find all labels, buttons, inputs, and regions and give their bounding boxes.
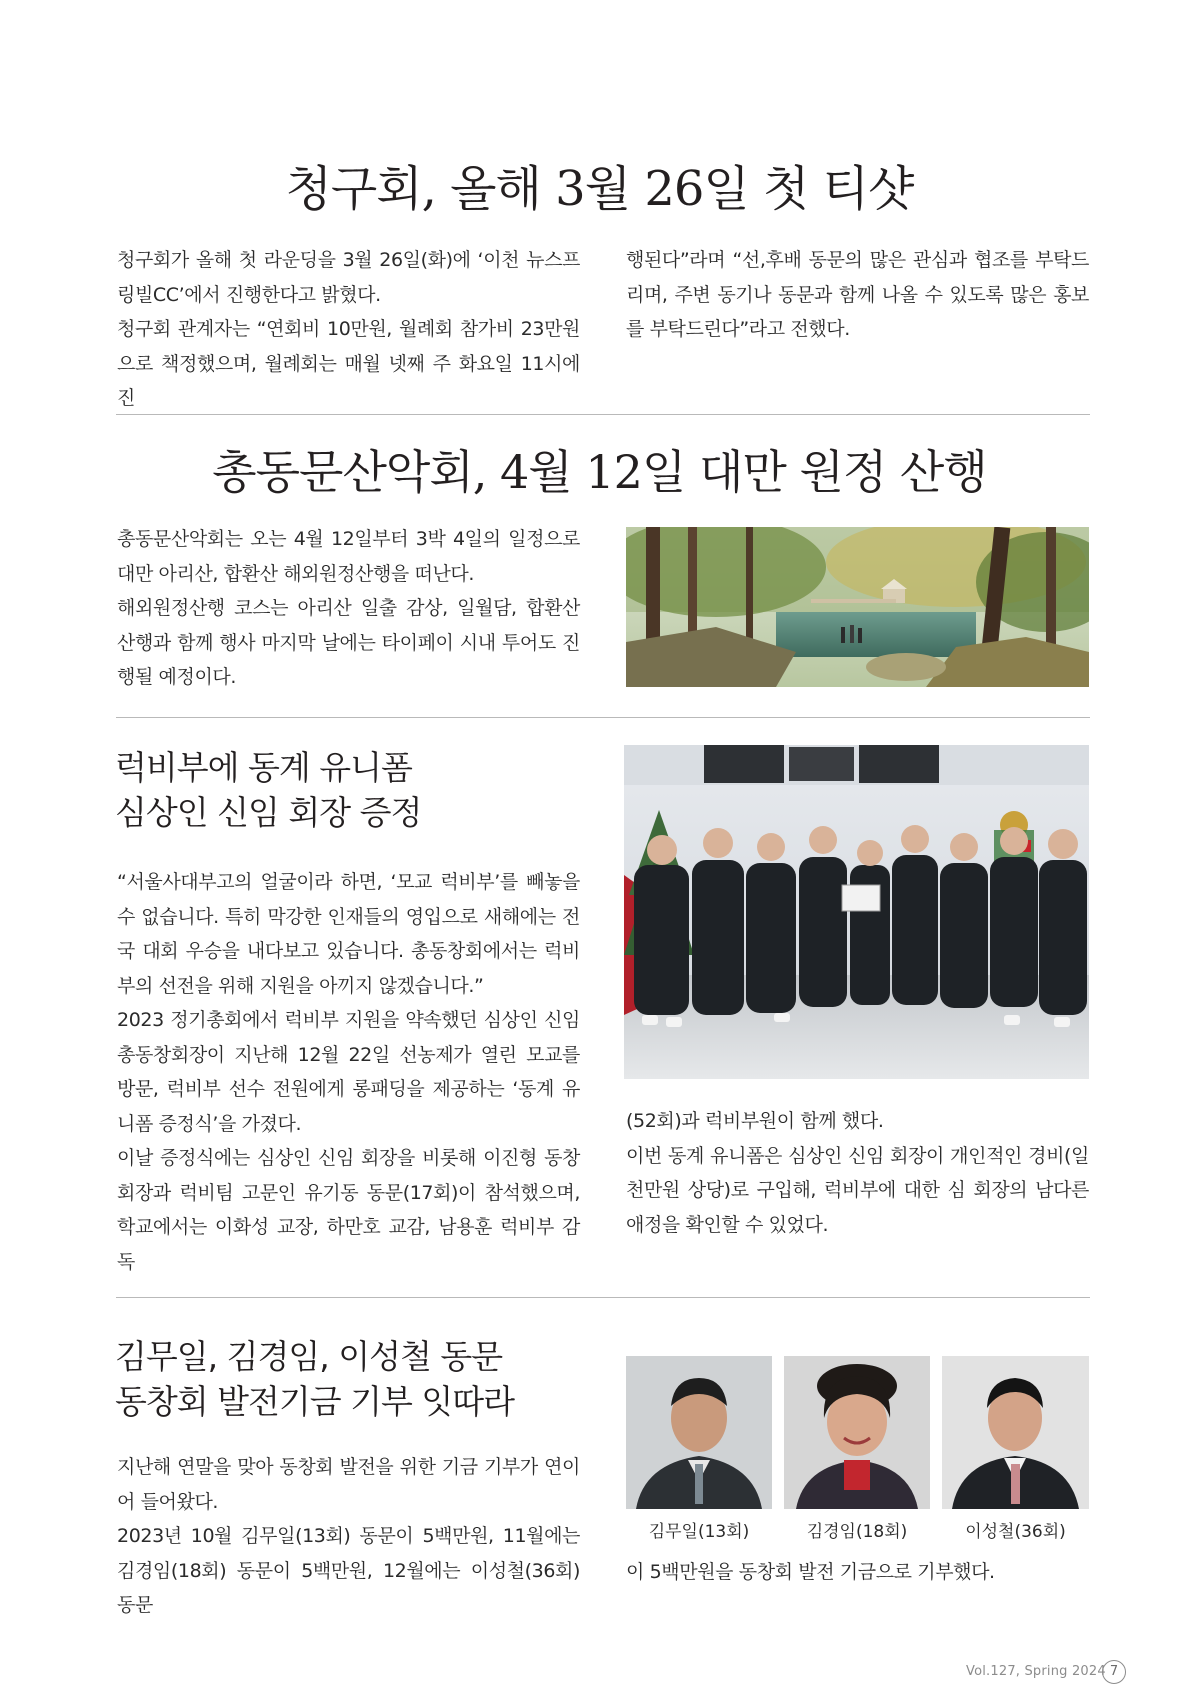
article2-title: 총동문산악회, 4월 12일 대만 원정 산행 [212, 445, 987, 499]
rugby-team-photo [624, 745, 1089, 1079]
article1-right-p1: 행된다”라며 “선,후배 동문의 많은 관심과 협조를 부탁드리며, 주변 동기나 동문과 함께 나올 수 있도록 많은 홍보를 부탁드린다”라고 전했다. [626, 249, 1089, 340]
article3-title [115, 745, 585, 835]
portrait-caption-kim-muil: 김무일(13회) [648, 1522, 750, 1542]
article2-left-column [117, 522, 580, 695]
portrait-kim-muil [626, 1356, 772, 1509]
article2-left-p2: 해외원정산행 코스는 아리산 일출 감상, 일월담, 합환산 산행과 함께 행사 마지막 날에는 타이페이 시내 투어도 진행될 예정이다. [117, 597, 580, 688]
section-divider-3 [116, 1297, 1090, 1298]
article1-left-column [117, 243, 580, 416]
article1-title: 청구회, 올해 3월 26일 첫 티샷 [285, 161, 914, 217]
section-divider-2 [116, 717, 1090, 718]
article4-right-p1: 이 5백만원을 동창회 발전 기금으로 기부했다. [626, 1561, 995, 1583]
article3-left-p1: “서울사대부고의 얼굴이라 하면, ‘모교 럭비부’를 빼놓을 수 없습니다. 특히 막강한 인재들의 영입으로 새해에는 전국 대회 우승을 내다보고 있습니다. 총동창회에서는 럭비부의 선전을 위해 지원을 아끼지 않겠습니다.” [117, 871, 580, 997]
article3-title-line2: 심상인 신임 회장 증정 [115, 793, 422, 832]
article4-title-line1: 김무일, 김경임, 이성철 동문 [115, 1337, 503, 1376]
article1-left-p1: 청구회가 올해 첫 라운딩을 3월 26일(화)에 ‘이천 뉴스프링빌CC’에서 진행한다고 밝혔다. [117, 249, 580, 306]
article3-right-column [626, 1104, 1089, 1242]
article4-title [115, 1334, 595, 1424]
portrait-caption-kim-gyeongim: 김경임(18회) [806, 1522, 908, 1542]
article4-left-p2: 2023년 10월 김무일(13회) 동문이 5백만원, 11월에는 김경임(18회) 동문이 5백만원, 12월에는 이성철(36회) 동문 [117, 1525, 580, 1616]
article3-left-p3: 이날 증정식에는 심상인 신임 회장을 비롯해 이진형 동창회장과 럭비팀 고문인 유기동 동문(17회)이 참석했으며, 학교에서는 이화성 교장, 하만호 교감, 남용훈 럭비부 감독 [117, 1147, 580, 1273]
article3-left-column [117, 865, 580, 1279]
article4-left-column [117, 1450, 580, 1623]
article3-right-p1: (52회)과 럭비부원이 함께 했다. [626, 1110, 884, 1132]
page-number: 7 [1102, 1660, 1126, 1684]
section-divider-1 [116, 414, 1090, 415]
article3-right-p2: 이번 동계 유니폼은 심상인 신임 회장이 개인적인 경비(일천만원 상당)로 구입해, 럭비부에 대한 심 회장의 남다른 애정을 확인할 수 있었다. [626, 1144, 1089, 1236]
article4-right-column [626, 1555, 1089, 1590]
portrait-lee-seongcheol [942, 1356, 1089, 1509]
article3-title-line1: 럭비부에 동계 유니폼 [115, 748, 412, 787]
article4-left-p1: 지난해 연말을 맞아 동창회 발전을 위한 기금 기부가 연이어 들어왔다. [117, 1456, 580, 1513]
article2-left-p1: 총동문산악회는 오는 4월 12일부터 3박 4일의 일정으로 대만 아리산, 합환산 해외원정산행을 떠난다. [117, 528, 580, 585]
article1-right-column [626, 243, 1089, 347]
portrait-kim-gyeongim [784, 1356, 930, 1509]
portrait-caption-lee-seongcheol: 이성철(36회) [965, 1522, 1066, 1542]
taiwan-forest-photo [626, 527, 1089, 687]
article3-left-p2: 2023 정기총회에서 럭비부 지원을 약속했던 심상인 신임 총동창회장이 지난해 12월 22일 선농제가 열린 모교를 방문, 럭비부 선수 전원에게 롱패딩을 제공하는 ‘동계 유니폼 증정식’을 가졌다. [117, 1009, 580, 1135]
article4-title-line2: 동창회 발전기금 기부 잇따라 [115, 1382, 515, 1421]
article1-left-p2: 청구회 관계자는 “연회비 10만원, 월례회 참가비 23만원으로 책정했으며, 월례회는 매월 넷째 주 화요일 11시에 진 [117, 318, 580, 409]
issue-label: Vol.127, Spring 2024 [966, 1664, 1106, 1679]
